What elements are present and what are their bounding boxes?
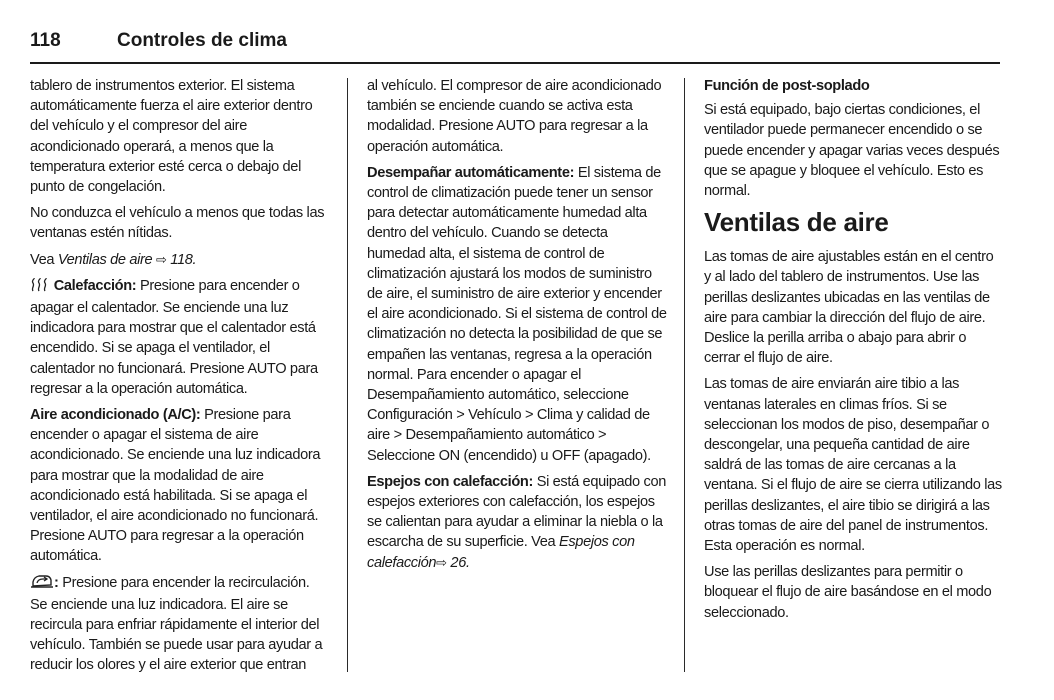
vents-heading: Ventilas de aire (704, 207, 889, 238)
ac-label: Aire acondicionado (A/C): (30, 407, 201, 424)
paragraph: tablero de instrumentos exterior. El sistema automáticamente fuerza el aire exterior dentro del vehículo y el compresor del aire acondicionado operará, a menos que la temperatura exterior esté cerca o debajo del punto de congelación. (30, 78, 313, 196)
ref-prefix: Vea (30, 251, 58, 268)
ref-link-ventilas[interactable]: Ventilas de aire (57, 251, 153, 268)
recirc-paragraph (30, 573, 330, 676)
paragraph: No conduzca el vehículo a menos que todas las ventanas estén nítidas. (30, 205, 325, 242)
cross-reference (30, 250, 330, 270)
heater-paragraph (30, 276, 330, 399)
ref-page: 26. (446, 554, 470, 571)
column-divider-2 (684, 78, 685, 672)
section-title: Controles de clima (117, 30, 287, 51)
paragraph: Use las perillas deslizantes para permitir o bloquear el flujo de aire basándose en el modo seleccionado. (704, 564, 992, 621)
recirculation-icon (30, 573, 54, 595)
ac-text: Presione para encender o apagar el sistema de aire acondicionado. Se enciende una luz indicadora para mostrar que la modalidad de aire acondicionado está habilitada. Si se apaga el ventilador, el aire acondicionado no funcionará. Presione AUTO para regresar a la operación automática. (30, 407, 321, 565)
column-3 (704, 76, 1004, 629)
arrow-right-icon: ⇨ (156, 251, 167, 267)
defog-paragraph (367, 163, 667, 466)
ref-page: 118. (166, 251, 197, 268)
post-blow-title: Función de post-soplado (704, 78, 870, 94)
mirrors-label: Espejos con calefacción: (367, 473, 533, 490)
header-rule (30, 62, 1000, 64)
recirc-text: Presione para encender la recirculación. Se enciende una luz indicadora. El aire se recircula para enfriar rápidamente el interior del vehículo. También se puede usar para ayudar a reducir los olores y el aire exterior que entran (30, 574, 323, 674)
ac-paragraph (30, 405, 330, 567)
heater-text: Presione para encender o apagar el calentador. Se enciende una luz indicadora para mostrar que el calentador está encendido. Si se apaga el ventilador, el calentador no funcionará. Presione AUTO para regresar a la operación automática. (30, 277, 318, 397)
ref-link-espejos[interactable]: Espejos con calefacción (367, 534, 635, 571)
arrow-right-icon: ⇨ (436, 554, 447, 570)
page-header (30, 30, 1000, 60)
defog-text: El sistema de control de climatización puede tener un sensor para detectar automáticamente humedad alta dentro del vehículo. Cuando se detecta humedad alta, el sistema de control de climatización ajustará los modos de suministro de aire, el suministro de aire exterior y encender el aire acondicionado. Si el sistema de control de climatización no detecta la posibilidad de que se empañen las ventanas, regresa a la operación normal. Para encender o apagar el Desempañamiento automático, seleccione Configuración > Vehículo > Clima y calidad de aire > Desempañamiento automático > Seleccione ON (encendido) u OFF (apagado). (367, 164, 667, 464)
paragraph: Las tomas de aire ajustables están en el centro y al lado del tablero de instrumentos. Use las perillas deslizantes ubicadas en las ventilas de aire para cambiar la dirección del flujo de aire. Deslice la perilla arriba o abajo para abrir o cerrar el flujo de aire. (704, 249, 994, 367)
paragraph: al vehículo. El compresor de aire acondicionado también se enciende cuando se activa esta modalidad. Presione AUTO para regresar a la operación automática. (367, 78, 662, 155)
heater-icon (30, 278, 50, 298)
defog-label: Desempañar automáticamente: (367, 164, 575, 181)
page-number: 118 (30, 30, 61, 51)
paragraph: Las tomas de aire enviarán aire tibio a las ventanas laterales en climas fríos. Si se seleccionan los modos de piso, desempañar o descongelar, una pequeña cantidad de aire saldrá de las tomas de aire cercanas a la ventana. Si el flujo de aire se cierra utilizando las perillas deslizantes, el aire tibio se dirigirá a las otras tomas de aire del panel de instrumentos. Esta operación es normal. (704, 376, 1002, 555)
mirrors-paragraph (367, 472, 667, 573)
recirc-label: : (54, 574, 59, 591)
column-1 (30, 76, 330, 682)
mirrors-text: Si está equipado con espejos exteriores con calefacción, los espejos se calientan para ayudar a eliminar la niebla o la escarcha de su superficie. Vea (367, 473, 666, 551)
column-divider-1 (347, 78, 348, 672)
column-2 (367, 76, 667, 579)
heater-label: Calefacción: (53, 277, 137, 294)
paragraph: Si está equipado, bajo ciertas condiciones, el ventilador puede permanecer encendido o se puede encender y apagar varias veces después que se apague y bloquee el vehículo. Esto es normal. (704, 102, 1000, 200)
